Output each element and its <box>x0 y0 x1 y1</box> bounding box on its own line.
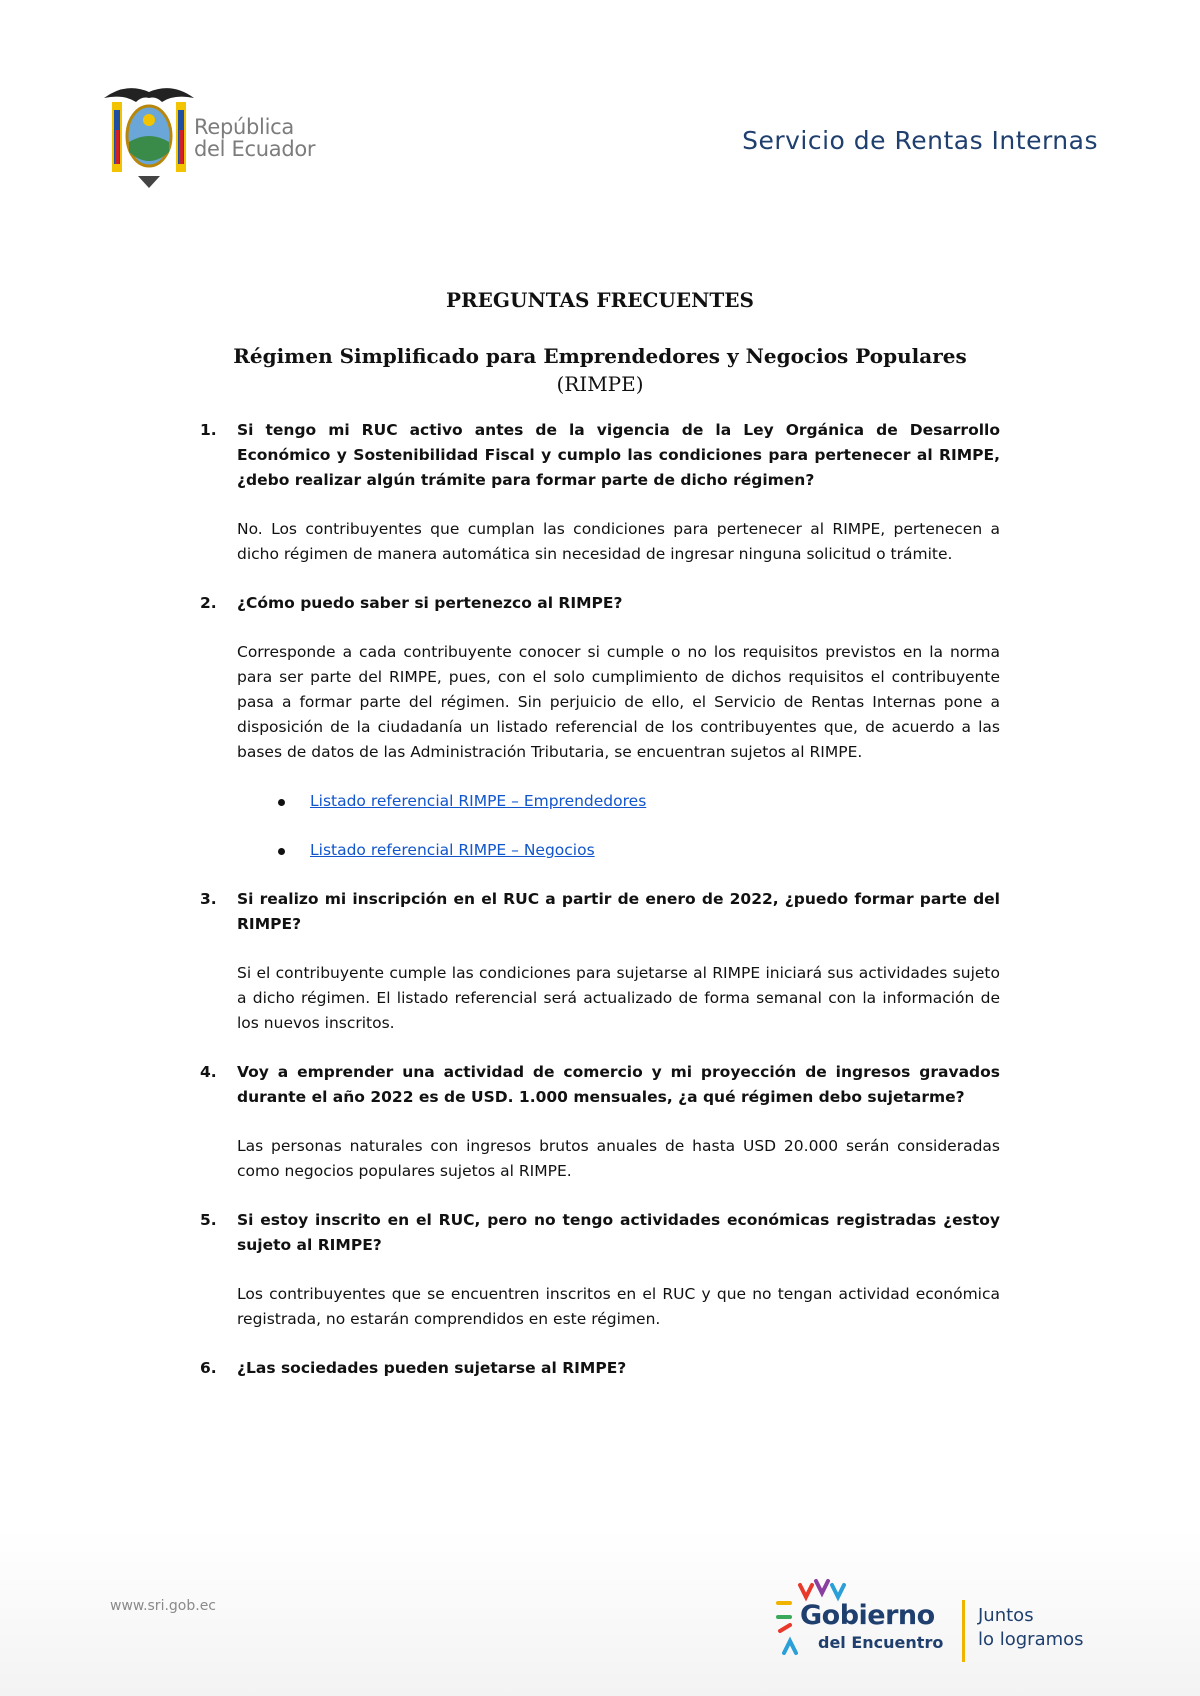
slogan-line-2: lo logramos <box>978 1629 1084 1650</box>
faq-answer: Si el contribuyente cumple las condiciones para sujetarse al RIMPE iniciará sus actividades sujeto a dicho régimen. El listado referencial será actualizado de forma semanal con la información de los nuevos inscritos. <box>237 964 1000 1032</box>
faq-item <box>200 1208 1000 1332</box>
faq-item <box>200 1356 1000 1381</box>
question-number: 2. <box>200 594 217 612</box>
faq-answer: Los contribuyentes que se encuentren inscritos en el RUC y que no tengan actividad económica registrada, no estarán comprendidos en este régimen. <box>237 1285 1000 1328</box>
link-rimpe-emprendedores[interactable]: Listado referencial RIMPE – Emprendedores <box>310 792 647 810</box>
list-item <box>200 838 1000 863</box>
document-title: PREGUNTAS FRECUENTES <box>446 288 754 312</box>
question-text: Si realizo mi inscripción en el RUC a partir de enero de 2022, ¿puedo formar parte del RIMPE? <box>237 890 1000 933</box>
question-text: ¿Cómo puedo saber si pertenezco al RIMPE? <box>237 594 623 612</box>
question-text: Si estoy inscrito en el RUC, pero no tengo actividades económicas registradas ¿estoy sujeto al RIMPE? <box>237 1211 1000 1254</box>
faq-question <box>200 591 1000 616</box>
bullet-icon <box>278 799 285 806</box>
question-number: 4. <box>200 1063 217 1081</box>
gobierno-subword: del Encuentro <box>818 1633 944 1652</box>
faq-question <box>200 1060 1000 1110</box>
bullet-icon <box>278 848 285 855</box>
question-number: 1. <box>200 421 217 439</box>
footer-url: www.sri.gob.ec <box>110 1598 217 1614</box>
faq-question <box>200 887 1000 937</box>
question-text: ¿Las sociedades pueden sujetarse al RIMPE? <box>237 1359 627 1377</box>
agency-name: Servicio de Rentas Internas <box>742 126 1098 155</box>
faq-answer: Las personas naturales con ingresos brutos anuales de hasta USD 20.000 serán consideradas como negocios populares sujetos al RIMPE. <box>237 1137 1000 1180</box>
faq-question <box>200 418 1000 493</box>
republic-line-1: República <box>194 115 294 139</box>
question-number: 3. <box>200 890 217 908</box>
coat-of-arms-icon <box>100 80 198 190</box>
link-rimpe-negocios[interactable]: Listado referencial RIMPE – Negocios <box>310 841 595 859</box>
slogan-line-1: Juntos <box>978 1605 1034 1626</box>
republic-name <box>194 116 315 160</box>
faq-answer: Corresponde a cada contribuyente conocer si cumple o no los requisitos previstos en la norma para ser parte del RIMPE, pues, con el solo cumplimiento de dichos requisitos el contribuyente pasa a formar parte del régimen. Sin perjuicio de ello, el Servicio de Rentas Internas pone a disposición de la ciudadanía un listado referencial de los contribuyentes que, de acuerdo a las bases de datos de las Administración Tributaria, se encuentran sujetos al RIMPE. <box>237 643 1000 761</box>
reference-links <box>200 789 1000 863</box>
faq-question <box>200 1356 1000 1381</box>
gobierno-word: Gobierno <box>800 1600 935 1631</box>
faq-list <box>200 418 1000 1405</box>
document-subtitle <box>210 342 990 398</box>
question-text: Si tengo mi RUC activo antes de la vigencia de la Ley Orgánica de Desarrollo Económico y Sostenibilidad Fiscal y cumplo las condiciones para pertenecer al RIMPE, ¿debo realizar algún trámite para formar parte de dicho régimen? <box>237 421 1000 489</box>
subtitle-acronym: (RIMPE) <box>556 372 644 396</box>
subtitle-main: Régimen Simplificado para Emprendedores y Negocios Populares <box>233 344 967 368</box>
faq-question <box>200 1208 1000 1258</box>
faq-item <box>200 591 1000 863</box>
question-text: Voy a emprender una actividad de comercio y mi proyección de ingresos gravados durante el año 2022 es de USD. 1.000 mensuales, ¿a qué régimen debo sujetarme? <box>237 1063 1000 1106</box>
faq-item <box>200 887 1000 1036</box>
faq-answer: No. Los contribuyentes que cumplan las condiciones para pertenecer al RIMPE, pertenecen a dicho régimen de manera automática sin necesidad de ingresar ninguna solicitud o trámite. <box>237 520 1000 563</box>
republic-line-2: del Ecuador <box>194 137 316 161</box>
faq-item <box>200 418 1000 567</box>
republic-logo <box>100 80 340 190</box>
question-number: 6. <box>200 1359 217 1377</box>
footer-divider <box>962 1600 965 1662</box>
faq-item <box>200 1060 1000 1184</box>
list-item <box>200 789 1000 814</box>
footer-slogan <box>978 1604 1084 1652</box>
question-number: 5. <box>200 1211 217 1229</box>
